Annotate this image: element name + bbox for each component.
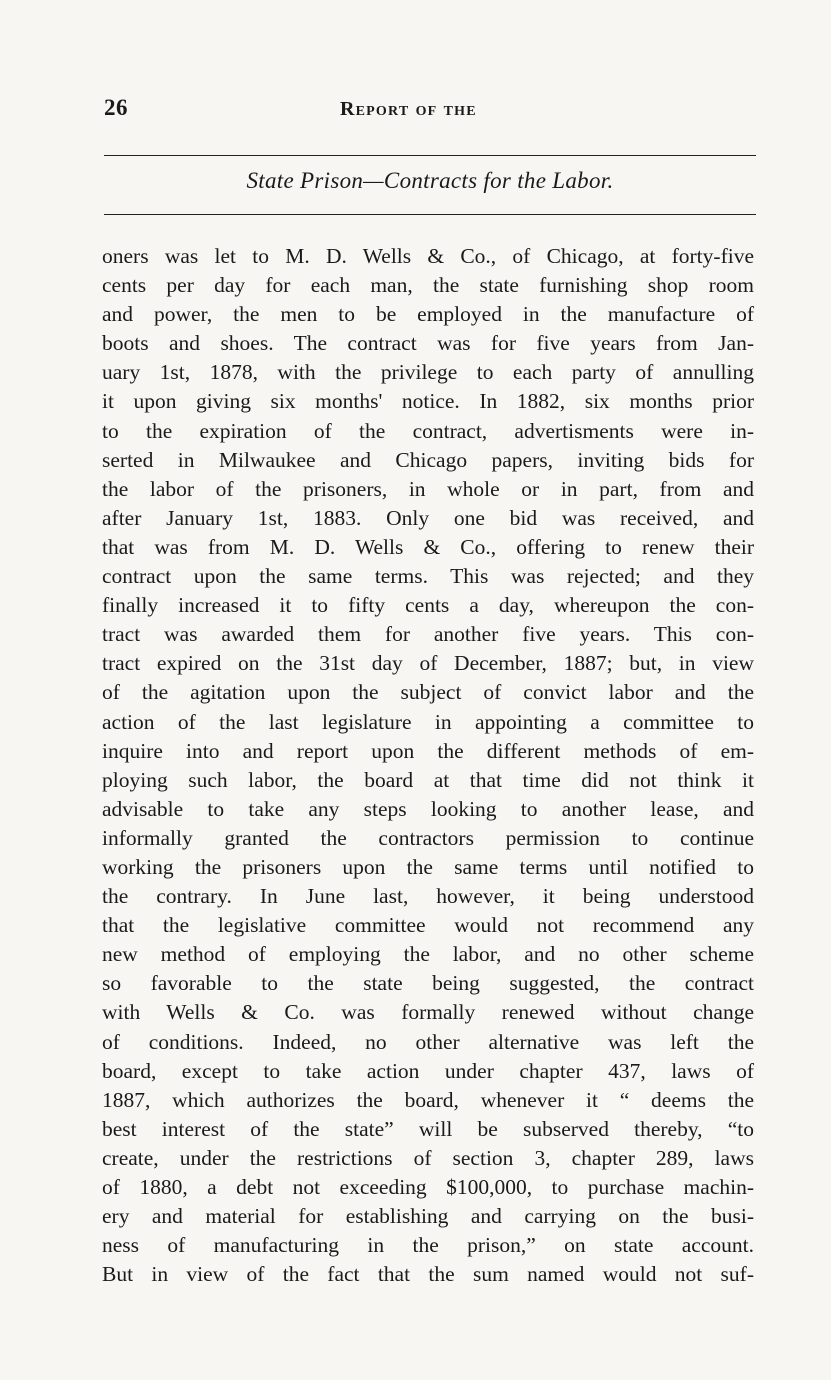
text-line: tract expired on the 31st day of December, 1887; but, in view <box>102 651 754 676</box>
text-line: boots and shoes. The contract was for five years from Jan- <box>102 331 754 356</box>
text-line: uary 1st, 1878, with the privilege to each party of annulling <box>102 360 754 385</box>
text-line: of conditions. Indeed, no other alternative was left the <box>102 1029 754 1054</box>
text-line: with Wells & Co. was formally renewed without change <box>102 1000 754 1025</box>
text-line: contract upon the same terms. This was rejected; and they <box>102 564 754 589</box>
text-line: of the agitation upon the subject of convict labor and the <box>102 680 754 705</box>
body-text <box>102 242 754 1289</box>
text-line: tract was awarded them for another five years. This con- <box>102 622 754 647</box>
text-line: and power, the men to be employed in the manufacture of <box>102 302 754 327</box>
text-line: ploying such labor, the board at that time did not think it <box>102 767 754 792</box>
header-rule-top <box>104 155 756 156</box>
text-line: so favorable to the state being suggested, the contract <box>102 971 754 996</box>
text-line: action of the last legislature in appointing a committee to <box>102 709 754 734</box>
text-line: new method of employing the labor, and no other scheme <box>102 942 754 967</box>
text-line: the contrary. In June last, however, it being understood <box>102 884 754 909</box>
running-head: Report of the <box>340 98 477 120</box>
text-line: finally increased it to fifty cents a day, whereupon the con- <box>102 593 754 618</box>
text-line: board, except to take action under chapter 437, laws of <box>102 1058 754 1083</box>
text-line: advisable to take any steps looking to another lease, and <box>102 796 754 821</box>
text-line: working the prisoners upon the same terms until notified to <box>102 854 754 879</box>
text-line: the labor of the prisoners, in whole or in part, from and <box>102 476 754 501</box>
text-line: create, under the restrictions of section 3, chapter 289, laws <box>102 1145 754 1170</box>
text-line: best interest of the state” will be subserved thereby, “to <box>102 1116 754 1141</box>
text-line: informally granted the contractors permission to continue <box>102 825 754 850</box>
text-line: after January 1st, 1883. Only one bid was received, and <box>102 505 754 530</box>
text-line: it upon giving six months' notice. In 1882, six months prior <box>102 389 754 414</box>
text-line: that was from M. D. Wells & Co., offering to renew their <box>102 534 754 559</box>
text-line: inquire into and report upon the different methods of em- <box>102 738 754 763</box>
section-title: State Prison—Contracts for the Labor. <box>246 168 614 193</box>
text-line: oners was let to M. D. Wells & Co., of Chicago, at forty-five <box>102 244 754 268</box>
text-line: that the legislative committee would not recommend any <box>102 913 754 938</box>
text-line: cents per day for each man, the state furnishing shop room <box>102 273 754 298</box>
text-line: ness of manufacturing in the prison,” on state account. <box>102 1233 754 1258</box>
header-rule-bottom <box>104 214 756 215</box>
text-line: serted in Milwaukee and Chicago papers, inviting bids for <box>102 447 754 472</box>
text-line: to the expiration of the contract, advertisments were in- <box>102 418 754 443</box>
page-number: 26 <box>104 95 128 120</box>
text-line: But in view of the fact that the sum named would not suf- <box>102 1262 754 1287</box>
text-line: ery and material for establishing and carrying on the busi- <box>102 1204 754 1229</box>
text-line: of 1880, a debt not exceeding $100,000, to purchase machin- <box>102 1175 754 1199</box>
text-line: 1887, which authorizes the board, whenever it “ deems the <box>102 1087 754 1112</box>
